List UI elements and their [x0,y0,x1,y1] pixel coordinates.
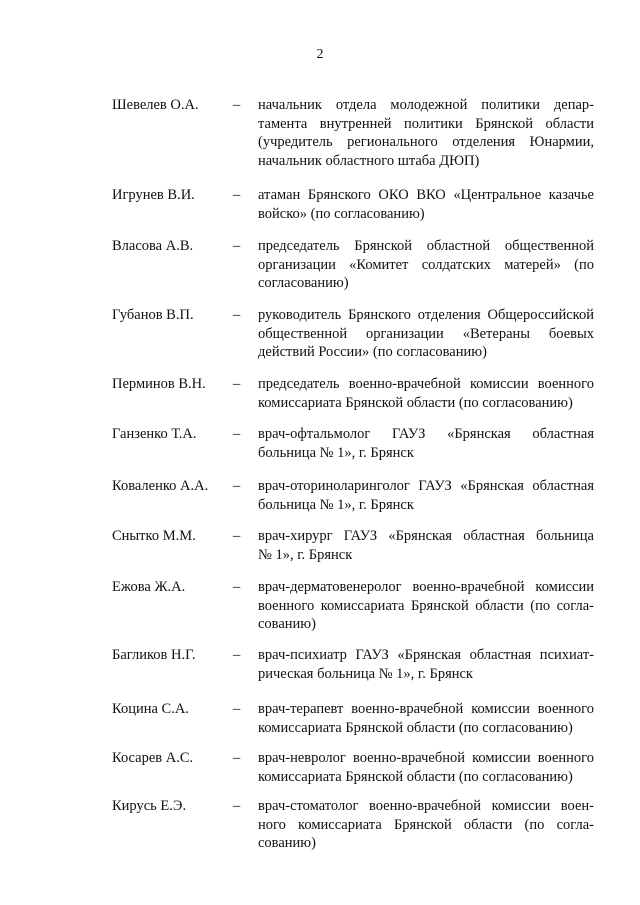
member-name: Багликов Н.Г. [112,647,196,663]
entry-dash: – [233,798,241,814]
entry-dash: – [233,579,241,595]
position-line: рическая больница № 1», г. Брянск [258,665,473,682]
member-entry [0,425,640,485]
position-line: № 1», г. Брянск [258,546,353,563]
position-line: комиссариата Брянской области (по согласованию) [258,768,573,785]
position-line: (учредитель регионального отделения Юнармии, [258,134,594,151]
position-line: врач-невролог военно-врачебной комиссии военного [258,750,594,766]
position-line: войско» (по согласованию) [258,205,425,222]
position-line: больница № 1», г. Брянск [258,496,414,513]
member-position [258,237,594,293]
entry-dash: – [233,307,241,323]
position-line: председатель военно-врачебной комиссии военного [258,376,594,392]
member-position [258,797,594,853]
position-line: тамента внутренней политики Брянской области [258,115,594,132]
member-name: Игрунев В.И. [112,187,195,203]
member-position [258,700,594,737]
member-name: Шевелев О.А. [112,97,199,113]
member-name: Коваленко А.А. [112,478,209,494]
position-line: врач-хирург ГАУЗ «Брянская областная больница [258,528,594,544]
entry-dash: – [233,426,241,442]
member-name: Губанов В.П. [112,307,194,323]
position-line: действий России» (по согласованию) [258,344,487,361]
member-name: Коцина С.А. [112,701,189,717]
member-name: Снытко М.М. [112,528,196,544]
entry-dash: – [233,238,241,254]
position-line: руководитель Брянского отделения Общероссийской [258,307,594,323]
member-name: Власова А.В. [112,238,194,254]
position-line: ного комиссариата Брянской области (по согла- [258,816,594,833]
member-position [258,425,594,462]
entry-dash: – [233,701,241,717]
position-line: больница № 1», г. Брянск [258,444,414,461]
member-position [258,749,594,786]
entry-dash: – [233,376,241,392]
member-position [258,375,594,412]
member-position [258,578,594,634]
member-entry [0,797,640,857]
position-line: председатель Брянской областной общественной [258,238,594,254]
entry-dash: – [233,647,241,663]
entry-dash: – [233,750,241,766]
member-position [258,527,594,564]
member-entry [0,96,640,169]
position-line: врач-терапевт военно-врачебной комиссии военного [258,701,594,717]
member-name: Ганзенко Т.А. [112,426,197,442]
member-position [258,96,594,170]
member-name: Косарев А.С. [112,750,194,766]
position-line: врач-оториноларинголог ГАУЗ «Брянская областная [258,478,594,494]
position-line: организации «Комитет солдатских матерей» (по [258,256,594,273]
position-line: врач-дерматовенеролог военно-врачебной комиссии [258,579,594,595]
entry-dash: – [233,478,241,494]
entry-dash: – [233,97,241,113]
member-position [258,646,594,683]
position-line: военного комиссариата Брянской области (по согла- [258,597,594,614]
position-line: врач-психиатр ГАУЗ «Брянская областная психиат- [258,647,594,663]
position-line: сованию) [258,616,316,633]
member-entry [0,237,640,297]
position-line: сованию) [258,835,316,852]
member-name: Кирусь Е.Э. [112,798,187,814]
position-line: начальник отдела молодежной политики депар- [258,97,594,113]
position-line: согласованию) [258,275,349,292]
member-position [258,306,594,362]
member-position [258,186,594,223]
entry-dash: – [233,528,241,544]
position-line: врач-стоматолог военно-врачебной комиссии воен- [258,798,594,814]
member-entry [0,306,640,366]
position-line: атаман Брянского ОКО ВКО «Центральное казачье [258,187,594,203]
position-line: общественной организации «Ветераны боевых [258,325,594,342]
member-name: Перминов В.Н. [112,376,206,392]
member-entry [0,578,640,638]
position-line: комиссариата Брянской области (по согласованию) [258,719,573,736]
position-line: начальник областного штаба ДЮП) [258,152,480,169]
member-position [258,477,594,514]
position-line: врач-офтальмолог ГАУЗ «Брянская областная [258,426,594,442]
member-entry [0,646,640,706]
entry-dash: – [233,187,241,203]
page-number: 2 [316,47,324,62]
position-line: комиссариата Брянской области (по согласованию) [258,394,573,411]
member-name: Ежова Ж.А. [112,579,186,595]
